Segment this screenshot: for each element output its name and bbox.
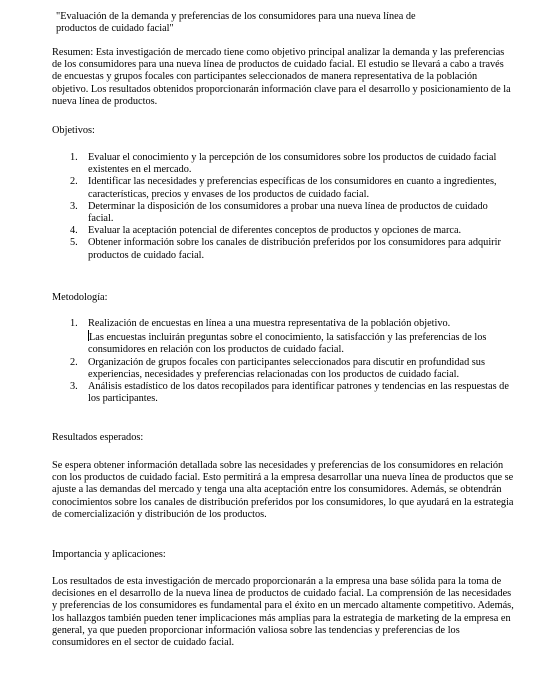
importance-paragraph: Los resultados de esta investigación de mercado proporcionarán a la empresa una base sólida para la toma de decisiones en el desarrollo de la nueva línea de productos de cuidado facial. La comprensión de las necesidades y preferencias de los consumidores es fundamental para el éxito en un mercado altamente competitivo. Además, los hallazgos también pueden tener implicaciones más amplias para la estrategia de marketing de la empresa en general, ya que pueden proporcionar información valiosa sobre las tendencias y preferencias de los consumidores en el sector de cuidado facial. — [52, 576, 514, 649]
list-text: Obtener información sobre los canales de distribución preferidos por los consumidores para adquirir productos de cuidado facial. — [88, 237, 501, 261]
list-text-continuation — [88, 330, 514, 356]
importance-heading: Importancia y aplicaciones: — [52, 549, 166, 560]
list-item — [52, 201, 514, 225]
methodology-list — [52, 318, 514, 405]
results-heading: Resultados esperados: — [52, 432, 144, 443]
list-item — [52, 237, 514, 261]
list-number: 3. — [70, 381, 78, 393]
list-text-line: Realización de encuestas en línea a una muestra representativa de la población objetivo. — [88, 318, 451, 329]
list-text: Análisis estadístico de los datos recopilados para identificar patrones y tendencias en las respuestas de los participantes. — [88, 381, 509, 405]
list-text: Determinar la disposición de los consumidores a probar una nueva línea de productos de cuidado facial. — [88, 200, 488, 225]
list-number: 2. — [70, 176, 78, 188]
list-item — [52, 357, 514, 381]
objectives-list — [52, 152, 514, 262]
methodology-heading: Metodología: — [52, 292, 108, 303]
list-number: 4. — [70, 225, 78, 237]
list-text: Organización de grupos focales con participantes seleccionados para discutir en profundidad sus experiencias, necesidades y preferencias relacionadas con los productos de cuidado facial. — [88, 356, 485, 380]
results-paragraph: Se espera obtener información detallada sobre las necesidades y preferencias de los consumidores en relación con los productos de cuidado facial. Esto permitirá a la empresa desarrollar una nueva línea de productos que se ajuste a las demandas del mercado y tenga una alta aceptación entre los consumidores. Además, se obtendrán conocimientos sobre los canales de distribución preferidos por los consumidores, lo que ayudará en la estrategia de comercialización y distribución de los productos. — [52, 460, 514, 520]
list-number: 1. — [70, 152, 78, 163]
list-item — [52, 152, 514, 176]
objectives-heading: Objetivos: — [52, 125, 95, 136]
list-item — [52, 318, 514, 357]
summary-paragraph: Resumen: Esta investigación de mercado tiene como objetivo principal analizar la demanda y las preferencias de los consumidores para una nueva línea de productos de cuidado facial. El estudio se llevará a cabo a través de encuestas y grupos focales con participantes seleccionados de manera representativa de la población objetivo. Los resultados obtenidos proporcionarán información clave para el desarrollo y posicionamiento de la nueva línea de productos. — [52, 47, 511, 107]
list-number: 1. — [70, 318, 78, 329]
list-item — [52, 225, 514, 237]
list-number: 3. — [70, 200, 78, 212]
list-number: 5. — [70, 237, 78, 249]
list-text: Las encuestas incluirán preguntas sobre el conocimiento, la satisfacción y las preferencias de los consumidores en relación con los productos de cuidado facial. — [88, 332, 487, 356]
list-text: Evaluar la aceptación potencial de diferentes conceptos de productos y opciones de marca. — [88, 225, 462, 237]
list-number: 2. — [70, 356, 78, 368]
document-title: "Evaluación de la demanda y preferencias de los consumidores para una nueva línea de productos de cuidado facial" — [56, 11, 416, 35]
list-item — [52, 176, 514, 200]
list-text: Evaluar el conocimiento y la percepción de los consumidores sobre los productos de cuidado facial existentes en el mercado. — [88, 152, 497, 176]
list-item — [52, 381, 514, 405]
list-text: Identificar las necesidades y preferencias específicas de los consumidores en cuanto a ingredientes, características, precios y envases de los productos de cuidado facial. — [88, 176, 497, 200]
